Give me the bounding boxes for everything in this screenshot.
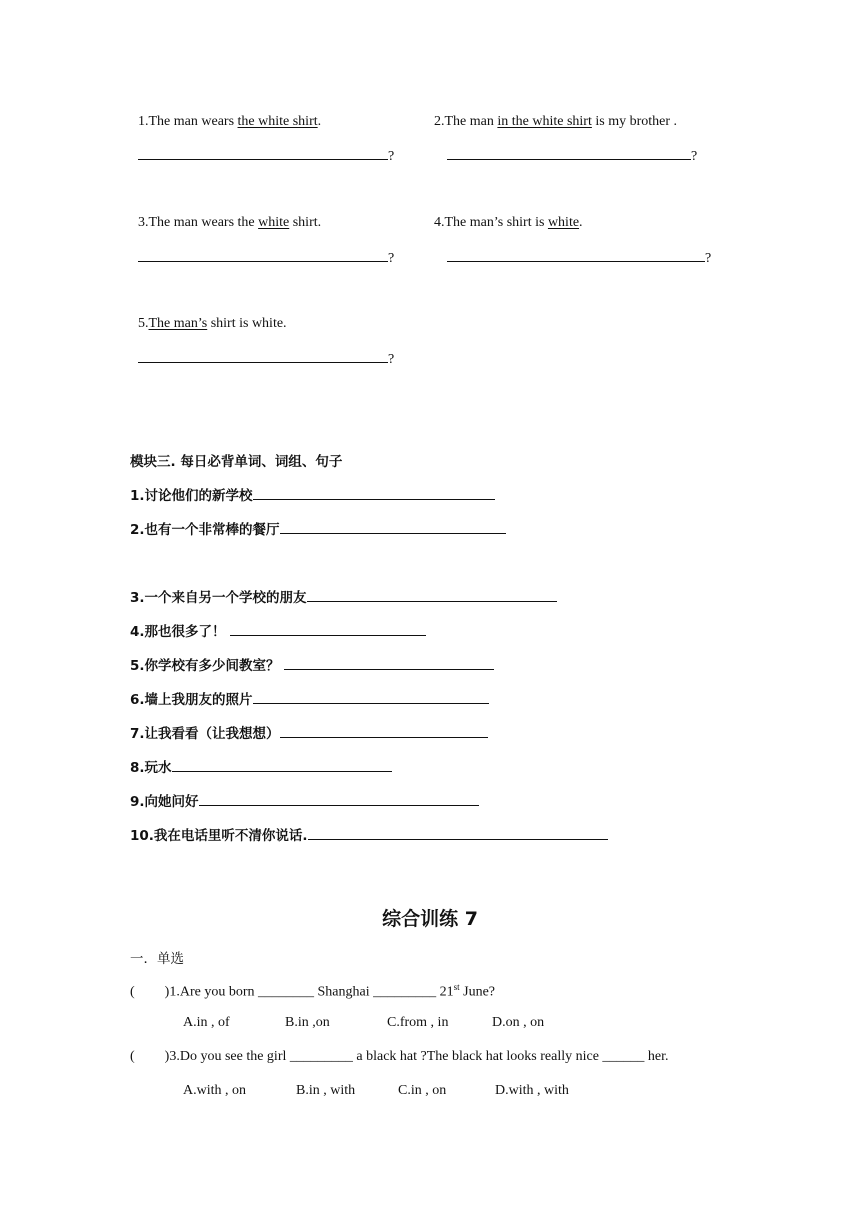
option-d[interactable]: D.on , on xyxy=(492,1015,545,1030)
question-text: The man’s shirt is xyxy=(444,215,548,230)
item-text: 向她问好 xyxy=(144,794,199,810)
answer-blank-5[interactable] xyxy=(138,350,394,368)
vocab-item-10 xyxy=(130,824,608,844)
transform-question-4 xyxy=(434,215,583,231)
question-mark: ? xyxy=(388,352,395,367)
question-number: 1. xyxy=(138,114,149,129)
item-text: 也有一个非常棒的餐厅 xyxy=(144,522,280,538)
transform-question-2 xyxy=(434,114,677,130)
vocab-item-3 xyxy=(130,586,557,606)
mcq-question-3 xyxy=(130,1049,669,1065)
question-number: 2. xyxy=(434,114,445,129)
option-a[interactable]: A.with , on xyxy=(183,1083,246,1098)
question-mark: ? xyxy=(705,251,712,266)
vocab-item-2 xyxy=(130,518,506,538)
option-b[interactable]: B.in , with xyxy=(296,1083,356,1098)
item-number: 1. xyxy=(130,488,145,504)
answer-line[interactable] xyxy=(447,249,705,262)
underlined-phrase: the white shirt xyxy=(237,114,318,129)
answer-line[interactable] xyxy=(230,623,426,636)
option-a[interactable]: A.in , of xyxy=(183,1015,230,1030)
mcq-question-1 xyxy=(130,982,495,1001)
question-number: 3. xyxy=(138,215,149,230)
item-text: 我在电话里听不清你说话. xyxy=(153,828,308,844)
answer-line[interactable] xyxy=(253,691,489,704)
item-number: 8. xyxy=(130,760,145,776)
item-text: 一个来自另一个学校的朋友 xyxy=(144,590,307,606)
answer-blank-4[interactable] xyxy=(447,249,711,267)
item-number: 7. xyxy=(130,726,145,742)
mcq-options-1 xyxy=(183,1015,544,1031)
answer-paren-close: ) xyxy=(164,984,170,1000)
option-c[interactable]: C.in , on xyxy=(398,1083,447,1098)
answer-paren-close: ) xyxy=(164,1049,170,1064)
vocab-item-5 xyxy=(130,654,494,674)
answer-line[interactable] xyxy=(138,147,388,160)
item-text: 那也很多了！ xyxy=(144,624,226,640)
question-number: 5. xyxy=(138,316,149,331)
item-number: 4. xyxy=(130,624,145,640)
answer-line[interactable] xyxy=(284,657,494,670)
underlined-phrase: white xyxy=(547,215,580,230)
vocab-item-9 xyxy=(130,790,479,810)
transform-question-5 xyxy=(138,316,287,332)
item-number: 3. xyxy=(130,590,145,606)
question-text: 3.Do you see the girl _________ a black hat ?The black hat looks really nice ______ her. xyxy=(169,1049,669,1064)
answer-line[interactable] xyxy=(280,521,506,534)
answer-line[interactable] xyxy=(447,147,691,160)
question-text: The man xyxy=(444,114,498,129)
transform-question-3 xyxy=(138,215,321,231)
item-text: 玩水 xyxy=(144,760,172,776)
question-text: The man wears the xyxy=(148,215,259,230)
question-mark: ? xyxy=(388,251,395,266)
option-d[interactable]: D.with , with xyxy=(495,1083,569,1098)
item-number: 5. xyxy=(130,658,145,674)
section-label: 一．单选 xyxy=(130,951,184,967)
answer-blank-3[interactable] xyxy=(138,249,394,267)
answer-line[interactable] xyxy=(172,759,392,772)
answer-blank-1[interactable] xyxy=(138,147,394,165)
vocab-item-4 xyxy=(130,620,426,640)
vocab-item-7 xyxy=(130,722,488,742)
underlined-phrase: The man’s xyxy=(148,316,208,331)
item-text: 讨论他们的新学校 xyxy=(144,488,253,504)
question-number: 4. xyxy=(434,215,445,230)
question-text: June? xyxy=(459,984,496,1000)
item-number: 9. xyxy=(130,794,145,810)
answer-line[interactable] xyxy=(138,249,388,262)
question-mark: ? xyxy=(388,149,395,164)
transform-question-1 xyxy=(138,114,321,130)
question-text: shirt is white. xyxy=(207,316,287,331)
underlined-phrase: in the white shirt xyxy=(497,114,592,129)
ordinal-suffix: st xyxy=(453,982,460,992)
question-mark: ? xyxy=(691,149,698,164)
underlined-phrase: white xyxy=(258,215,290,230)
item-number: 2. xyxy=(130,522,145,538)
vocab-item-6 xyxy=(130,688,489,708)
item-number: 6. xyxy=(130,692,145,708)
question-text: . xyxy=(317,114,322,129)
answer-paren-open: ( xyxy=(130,1049,135,1064)
item-text: 让我看看（让我想想） xyxy=(144,726,280,742)
answer-line[interactable] xyxy=(253,487,495,500)
answer-line[interactable] xyxy=(280,725,488,738)
item-text: 墙上我朋友的照片 xyxy=(144,692,253,708)
option-b[interactable]: B.in ,on xyxy=(285,1015,330,1030)
answer-line[interactable] xyxy=(307,589,557,602)
question-text: . xyxy=(579,215,583,230)
option-c[interactable]: C.from , in xyxy=(387,1015,449,1030)
question-text: The man wears xyxy=(148,114,238,129)
question-text: shirt. xyxy=(289,215,322,230)
item-text: 你学校有多少间教室？ xyxy=(144,658,280,674)
vocab-item-1 xyxy=(130,484,495,504)
answer-line[interactable] xyxy=(138,350,388,363)
answer-blank-2[interactable] xyxy=(447,147,697,165)
vocab-item-8 xyxy=(130,756,392,776)
item-number: 10. xyxy=(130,828,154,844)
question-text: is my brother . xyxy=(591,114,678,129)
mcq-options-3 xyxy=(183,1083,569,1099)
section-heading: 模块三. 每日必背单词、词组、句子 xyxy=(130,454,343,470)
page-title: 综合训练 7 xyxy=(382,908,478,930)
answer-line[interactable] xyxy=(199,793,479,806)
answer-line[interactable] xyxy=(308,827,608,840)
answer-paren-open: ( xyxy=(130,984,135,1000)
question-text: 1.Are you born ________ Shanghai _________ 21 xyxy=(169,984,454,1000)
